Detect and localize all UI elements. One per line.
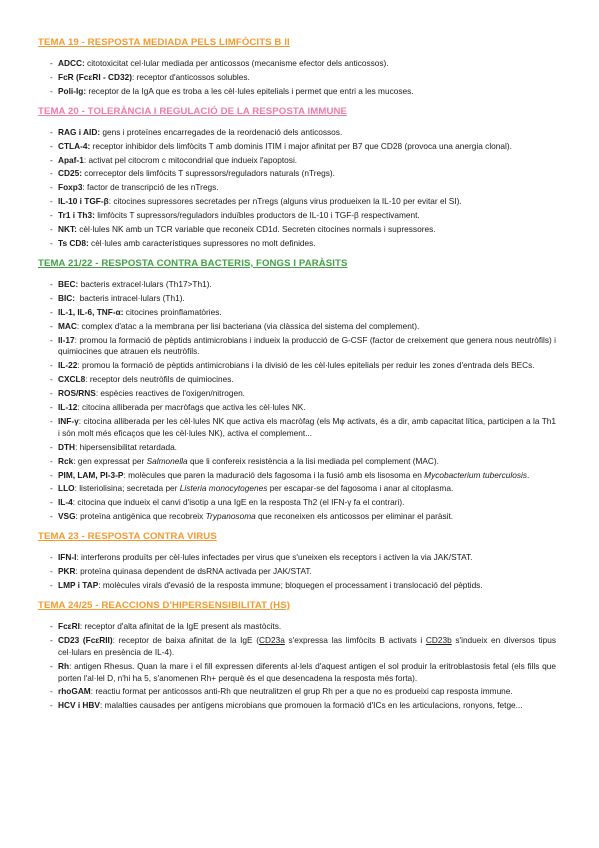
receptor-variant: CD23b	[425, 634, 452, 645]
term-list	[38, 621, 556, 712]
definition: : molècules virals d'evasió de la resposta immune; bloquegen el processament i translocació del pèptids.	[98, 580, 483, 590]
term: CXCL8	[58, 374, 86, 385]
term: IL-22	[58, 360, 78, 371]
definition-end: que reconeixen els anticossos per eliminar el paràsit.	[255, 511, 454, 522]
term: BEC:	[58, 278, 79, 289]
receptor-variant: CD23a	[259, 634, 285, 645]
section-tema-19	[38, 37, 556, 98]
definition: : receptor de baixa afinitat de la IgE (	[112, 634, 260, 645]
term: Rh	[58, 660, 70, 671]
list-item	[50, 497, 556, 509]
section-title: TEMA 23 - RESPOSTA CONTRA VIRUS	[38, 531, 217, 543]
term: RAG i AID:	[58, 126, 101, 137]
species-name: Salmonella	[146, 455, 188, 466]
definition: : proteïna antigènica que recobreix	[75, 511, 206, 522]
list-item	[50, 511, 556, 523]
term: Tr1 i Th3:	[58, 210, 95, 221]
section-tema-20	[38, 106, 556, 250]
list-item	[50, 238, 556, 250]
definition: bacteris intracel·lulars (Th1).	[75, 292, 185, 303]
definition: citocines proinflamatòries.	[123, 306, 222, 317]
term: BIC:	[58, 292, 76, 303]
term: CD23 (FcεRII)	[58, 634, 113, 645]
term-list	[38, 279, 556, 523]
term: Foxp3	[58, 182, 83, 193]
term: Poli-Ig:	[58, 85, 87, 96]
definition-end: s'indueix en diversos tipus cel·lulars en presència de IL-4).	[58, 634, 557, 657]
list-item	[50, 483, 556, 495]
definition: : proteïna quinasa dependent de dsRNA activada per JAK/STAT.	[75, 566, 312, 577]
section-title: TEMA 20 - TOLERÀNCIA I REGULACIÓ DE LA RESPOSTA IMMUNE	[38, 105, 348, 117]
definition: : reactiu format per anticossos anti-Rh que neutralitzen el grup Rh per a que no es produeixi cap resposta immune.	[90, 686, 513, 697]
definition: : hipersensibilitat retardada.	[75, 441, 177, 452]
definition: : molècules que paren la maduració dels fagosoma i la fusió amb els lisosoma en	[123, 469, 425, 480]
list-item	[50, 58, 556, 70]
list-item	[50, 196, 556, 208]
definition: : receptor dels neutròfils de quimiocines.	[85, 374, 234, 385]
list-item	[50, 635, 556, 659]
definition: : espècies reactives de l'oxigen/nitrogen.	[95, 388, 245, 399]
definition: : citocina alliberada per macròfags que activa les cèl·lules NK.	[77, 402, 306, 413]
term: Il-17	[58, 334, 75, 345]
definition: : activat pel citocrom c mitocondrial que indueix l'apoptosi.	[83, 154, 298, 165]
species-name: Mycobacterium tuberculosis	[424, 469, 527, 480]
list-item	[50, 279, 556, 291]
list-item	[50, 210, 556, 222]
definition: correceptor dels limfòcits T supressors/reguladors naturals (nTregs).	[81, 168, 335, 179]
definition-end: .	[527, 469, 530, 480]
section-tema-21-22	[38, 258, 556, 523]
term: Ts CD8:	[58, 237, 89, 248]
definition: : factor de transcripció de les nTregs.	[82, 182, 219, 193]
definition: : listeriolisina; secretada per	[74, 483, 180, 494]
list-item	[50, 127, 556, 139]
list-item	[50, 661, 556, 685]
list-item	[50, 155, 556, 167]
list-item	[50, 566, 556, 578]
definition-end: per escapar-se del fagosoma i anar al citoplasma.	[267, 483, 454, 494]
list-item	[50, 621, 556, 633]
definition: cèl·lules amb característiques supressores no molt definides.	[88, 237, 316, 248]
definition: citotoxicitat cel·lular mediada per anticossos (mecanisme efector dels anticossos).	[84, 58, 389, 68]
definition: gens i proteïnes encarregades de la reordenació dels anticossos.	[100, 126, 343, 137]
term: DTH	[58, 441, 76, 452]
term: VSG	[58, 511, 76, 522]
term: PKR	[58, 566, 76, 577]
term: PIM, LAM, PI-3-P	[58, 469, 124, 480]
definition: receptor de la IgA que es troba a les cèl·lules epitelials i permet que entri a les mucoses.	[86, 85, 414, 96]
list-item	[50, 321, 556, 333]
list-item	[50, 141, 556, 153]
section-title: TEMA 21/22 - RESPOSTA CONTRA BACTERIS, FONGS I PARÀSITS	[38, 257, 348, 269]
term: CTLA-4:	[58, 140, 91, 151]
term: IL-1, IL-6, TNF-α:	[58, 306, 124, 317]
term: rhoGAM	[58, 686, 91, 697]
definition: limfòcits T supressors/reguladors induïbles productors de IL-10 i TGF-β respectivament.	[94, 210, 420, 221]
list-item	[50, 456, 556, 468]
list-item	[50, 86, 556, 98]
section-tema-23	[38, 531, 556, 592]
definition-end: que li confereix resistència a la lisi mediada pel complement (MAC).	[187, 455, 439, 466]
term: FcR (FcεRI - CD32)	[58, 71, 133, 82]
term: NKT:	[58, 224, 77, 235]
list-item	[50, 686, 556, 698]
list-item	[50, 182, 556, 194]
term-list	[38, 58, 556, 98]
term: CD25:	[58, 168, 82, 179]
definition: receptor inhibidor dels limfòcits T amb dominis ITIM i major afinitat per B7 que CD28 (provoca una anergia clonal).	[90, 140, 512, 151]
section-tema-24-25	[38, 600, 556, 712]
term: IL-4	[58, 497, 73, 508]
list-item	[50, 72, 556, 84]
species-name: Trypanosoma	[205, 511, 256, 522]
list-item	[50, 580, 556, 592]
term: IFN-I	[58, 552, 77, 563]
species-name: Listeria monocytogenes	[179, 483, 268, 494]
list-item	[50, 374, 556, 386]
definition: : complex d'atac a la membrana per lisi bacteriana (via clàssica del sistema del complement).	[76, 320, 420, 331]
definition: : promou la formació de pèptids antimicrobians i la divisió de les cèl·lules epitelials per reduir les zones d'entrada dels BECs.	[77, 360, 535, 371]
term: MAC	[58, 320, 77, 331]
list-item	[50, 552, 556, 564]
definition: cèl·lules NK amb un TCR variable que reconeix CD1d. Secreten citocines normals i supressores.	[76, 224, 436, 235]
term-list	[38, 127, 556, 250]
definition: : receptor d'alta afinitat de la IgE present als mastòcits.	[79, 620, 282, 631]
definition: : antigen Rhesus. Quan la mare i el fill expressen diferents al·lels d'aquest antigen el sol produir la eritroblastosis fetal (els fills que porten l'al·lel D, n'hi ha 5, s'anomenen Rh+ perquè és el que desencadena la resposta més forta).	[58, 660, 556, 683]
definition: : citocina que indueix el canvi d'isotip a una IgE en la resposta Th2 (el IFN-γ fa el contrari).	[72, 497, 405, 508]
section-title: TEMA 19 - RESPOSTA MEDIADA PELS LIMFÒCITS B II	[38, 37, 290, 48]
definition: : citocines supressores secretades per nTregs (alguns virus produeixen la IL-10 per evitar el SI).	[108, 196, 462, 207]
list-item	[50, 335, 556, 359]
term: LLO	[58, 483, 75, 494]
definition: : citocina alliberada per les cèl·lules NK que activa els macròfag (els Mφ activats, és a dir, amb capacitat lítica, participen a la Th1 i són molt més eficaços que les cèl·lules NK), activa el complement...	[58, 415, 556, 438]
list-item	[50, 224, 556, 236]
list-item	[50, 470, 556, 482]
term: IL-10 i TGF-β	[58, 196, 109, 207]
list-item	[50, 442, 556, 454]
list-item	[50, 388, 556, 400]
list-item	[50, 402, 556, 414]
term: ROS/RNS	[58, 388, 96, 399]
section-title: TEMA 24/25 - REACCIONS D'HIPERSENSIBILITAT (HS)	[38, 599, 290, 611]
definition-middle: s'expressa las limfòcits B activats i	[284, 634, 426, 645]
term: Apaf-1	[58, 154, 84, 165]
list-item	[50, 360, 556, 372]
term: FcεRI	[58, 620, 80, 631]
document-content	[38, 37, 556, 720]
list-item	[50, 307, 556, 319]
definition: : malalties causades per antígens microbians que promouen la formació d'ICs en les articulacions, ronyons, fetge...	[99, 700, 523, 711]
term: INF-γ	[58, 415, 79, 426]
definition: : gen expressat per	[73, 455, 147, 466]
list-item	[50, 293, 556, 305]
term: LMP i TAP	[58, 580, 99, 590]
definition: bacteris extracel·lulars (Th17>Th1).	[78, 278, 212, 289]
definition: : receptor d'anticossos solubles.	[132, 71, 250, 82]
definition: : promou la formació de pèptids antimicrobians i indueix la producció de G-CSF (factor de creixement que genera nous neutròfils) i quimiocines que atrauen els neutròfils.	[58, 334, 556, 357]
term: ADCC:	[58, 58, 85, 68]
term: Rck	[58, 455, 74, 466]
term: IL-12	[58, 402, 78, 413]
definition: : interferons produïts per cèl·lules infectades per virus que s'uneixen els receptors i activen la via JAK/STAT.	[76, 552, 473, 563]
list-item	[50, 700, 556, 712]
term-list	[38, 552, 556, 592]
list-item	[50, 416, 556, 440]
list-item	[50, 168, 556, 180]
term: HCV i HBV	[58, 700, 100, 711]
